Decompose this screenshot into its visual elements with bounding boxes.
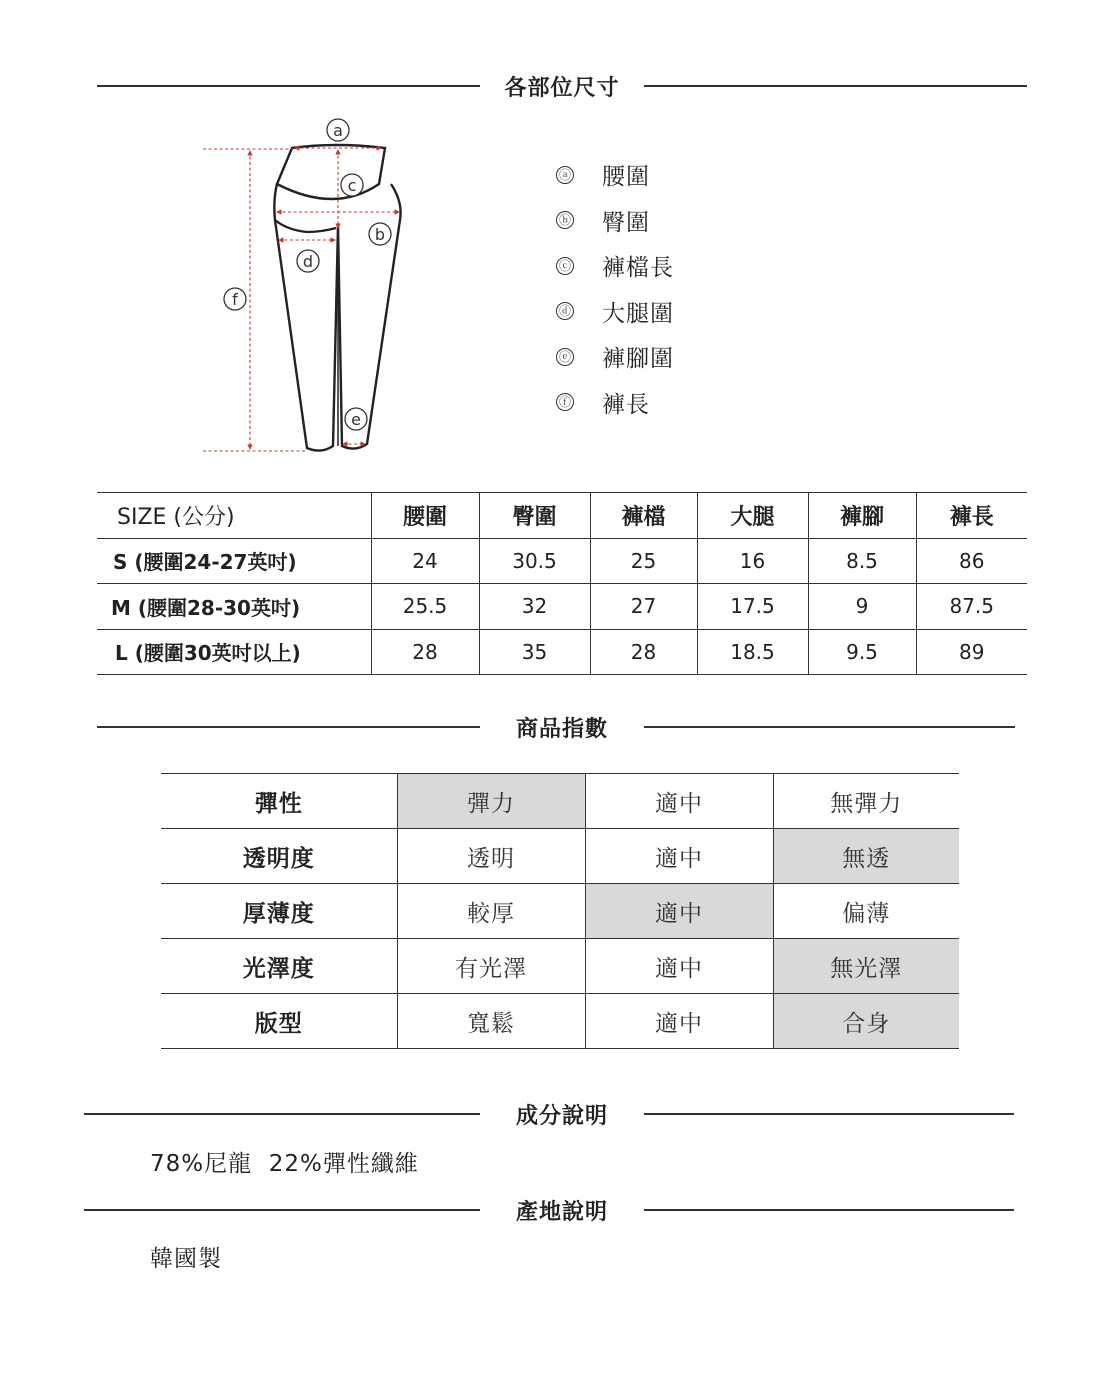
table-cell: 18.5 bbox=[697, 629, 808, 675]
index-label: 光澤度 bbox=[161, 939, 397, 994]
column-header-hem: 褲腳 bbox=[808, 493, 916, 539]
column-header-waist: 腰圍 bbox=[371, 493, 479, 539]
section-title: 產地說明 bbox=[515, 1199, 608, 1225]
section-title: 各部位尺寸 bbox=[504, 75, 620, 101]
table-cell: 35 bbox=[479, 629, 590, 675]
index-option: 適中 bbox=[585, 774, 773, 829]
section-header-origin bbox=[84, 1194, 1014, 1226]
table-cell: 27 bbox=[590, 584, 697, 630]
legend-item bbox=[556, 243, 674, 289]
section-title: 成分說明 bbox=[515, 1103, 608, 1129]
table-cell: 8.5 bbox=[808, 538, 916, 584]
marker-d-label: d bbox=[302, 252, 314, 271]
table-row bbox=[97, 584, 1027, 630]
index-option: 適中 bbox=[585, 939, 773, 994]
legend-label: 褲腳圍 bbox=[602, 346, 674, 373]
legend-mark: ⓐ bbox=[556, 166, 574, 184]
legend-item bbox=[556, 380, 674, 426]
index-option: 偏薄 bbox=[773, 884, 959, 939]
table-row bbox=[161, 994, 959, 1049]
table-cell: 89 bbox=[916, 629, 1027, 675]
legend-label: 褲長 bbox=[602, 391, 650, 418]
table-row bbox=[97, 629, 1027, 675]
section-header-measurements bbox=[97, 70, 1027, 102]
index-option-selected: 無光澤 bbox=[773, 939, 959, 994]
size-label: L (腰圍30英吋以上) bbox=[97, 629, 371, 675]
index-option: 有光澤 bbox=[397, 939, 585, 994]
table-row bbox=[161, 774, 959, 829]
table-cell: 9 bbox=[808, 584, 916, 630]
section-header-material bbox=[84, 1098, 1014, 1130]
index-option: 無彈力 bbox=[773, 774, 959, 829]
index-option-selected: 無透 bbox=[773, 829, 959, 884]
divider bbox=[97, 85, 480, 87]
legend-mark: ⓔ bbox=[556, 348, 574, 366]
marker-e-label: e bbox=[351, 410, 361, 429]
column-header-rise: 褲檔 bbox=[590, 493, 697, 539]
table-row bbox=[97, 538, 1027, 584]
index-option: 較厚 bbox=[397, 884, 585, 939]
column-header-length: 褲長 bbox=[916, 493, 1027, 539]
divider bbox=[644, 85, 1027, 87]
marker-f-label: f bbox=[232, 290, 238, 309]
divider bbox=[644, 1113, 1014, 1115]
column-header-thigh: 大腿 bbox=[697, 493, 808, 539]
table-cell: 9.5 bbox=[808, 629, 916, 675]
marker-b-label: b bbox=[374, 225, 386, 244]
index-option-selected: 彈力 bbox=[397, 774, 585, 829]
index-option: 寬鬆 bbox=[397, 994, 585, 1049]
legend-item bbox=[556, 198, 674, 244]
legend-mark: ⓑ bbox=[556, 211, 574, 229]
section-title: 商品指數 bbox=[515, 716, 608, 742]
legend-label: 腰圍 bbox=[602, 164, 650, 191]
index-option: 適中 bbox=[585, 994, 773, 1049]
index-label: 彈性 bbox=[161, 774, 397, 829]
marker-c-label: c bbox=[347, 176, 357, 195]
country-of-origin: 韓國製 bbox=[150, 1246, 222, 1272]
pants-measurement-diagram bbox=[195, 110, 425, 470]
table-row bbox=[161, 939, 959, 994]
column-header-hip: 臀圍 bbox=[479, 493, 590, 539]
index-option-selected: 合身 bbox=[773, 994, 959, 1049]
table-cell: 87.5 bbox=[916, 584, 1027, 630]
index-option-selected: 適中 bbox=[585, 884, 773, 939]
table-cell: 28 bbox=[371, 629, 479, 675]
index-label: 厚薄度 bbox=[161, 884, 397, 939]
legend-label: 褲檔長 bbox=[602, 255, 674, 282]
size-label: S (腰圍24-27英吋) bbox=[97, 538, 371, 584]
table-cell: 25.5 bbox=[371, 584, 479, 630]
divider bbox=[644, 1209, 1014, 1211]
table-header-row bbox=[97, 493, 1027, 539]
legend-mark: ⓒ bbox=[556, 257, 574, 275]
product-index-table bbox=[161, 773, 959, 1049]
table-cell: 24 bbox=[371, 538, 479, 584]
table-cell: 28 bbox=[590, 629, 697, 675]
size-table bbox=[97, 492, 1027, 675]
index-option: 適中 bbox=[585, 829, 773, 884]
table-cell: 32 bbox=[479, 584, 590, 630]
index-label: 透明度 bbox=[161, 829, 397, 884]
legend-item bbox=[556, 152, 674, 198]
legend-item bbox=[556, 289, 674, 335]
table-cell: 16 bbox=[697, 538, 808, 584]
index-option: 透明 bbox=[397, 829, 585, 884]
pants-outline bbox=[277, 145, 385, 199]
marker-a-label: a bbox=[333, 121, 343, 140]
table-row bbox=[161, 884, 959, 939]
divider bbox=[84, 1113, 480, 1115]
section-header-product-index bbox=[97, 711, 1015, 743]
table-row bbox=[161, 829, 959, 884]
legend-mark: ⓓ bbox=[556, 302, 574, 320]
size-label: M (腰圍28-30英吋) bbox=[97, 584, 371, 630]
measurement-legend bbox=[556, 152, 674, 425]
legend-mark: ⓕ bbox=[556, 393, 574, 411]
divider bbox=[84, 1209, 480, 1211]
column-header-size: SIZE (公分) bbox=[97, 493, 371, 539]
material-composition: 78%尼龍 22%彈性纖維 bbox=[150, 1151, 419, 1177]
divider bbox=[644, 726, 1015, 728]
table-cell: 86 bbox=[916, 538, 1027, 584]
legend-label: 臀圍 bbox=[602, 209, 650, 236]
legend-label: 大腿圍 bbox=[602, 300, 674, 327]
divider bbox=[97, 726, 480, 728]
table-cell: 30.5 bbox=[479, 538, 590, 584]
table-cell: 25 bbox=[590, 538, 697, 584]
index-label: 版型 bbox=[161, 994, 397, 1049]
table-cell: 17.5 bbox=[697, 584, 808, 630]
legend-item bbox=[556, 334, 674, 380]
